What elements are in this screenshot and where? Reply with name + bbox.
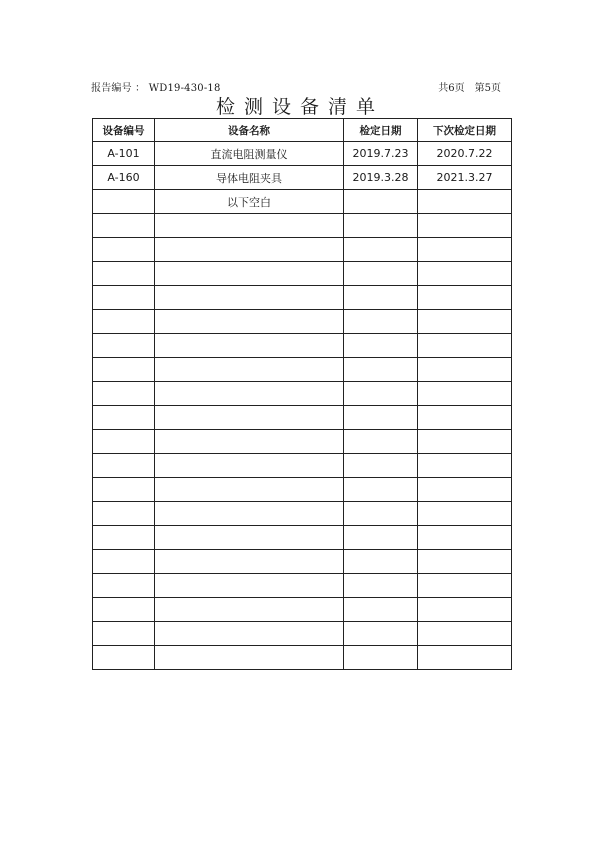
cell-calibration-date: [344, 382, 418, 406]
cell-equipment-id: [93, 598, 155, 622]
cell-next-calibration-date: [418, 214, 512, 238]
cell-calibration-date: [344, 190, 418, 214]
cell-next-calibration-date: 2021.3.27: [418, 166, 512, 190]
cell-equipment-name: [155, 526, 344, 550]
cell-equipment-id: [93, 262, 155, 286]
cell-equipment-id: [93, 358, 155, 382]
document-title: 检测设备清单: [215, 96, 384, 118]
cell-calibration-date: 2019.3.28: [344, 166, 418, 190]
cell-equipment-name: [155, 406, 344, 430]
cell-equipment-id: [93, 646, 155, 670]
header-equipment-id: 设备编号: [93, 119, 155, 142]
cell-equipment-name: [155, 478, 344, 502]
cell-equipment-id: A-160: [93, 166, 155, 190]
cell-equipment-name: [155, 214, 344, 238]
table-row: [93, 574, 512, 598]
cell-equipment-name: [155, 598, 344, 622]
cell-next-calibration-date: [418, 286, 512, 310]
table-row: [93, 454, 512, 478]
cell-equipment-id: [93, 190, 155, 214]
table-row: [93, 550, 512, 574]
cell-calibration-date: 2019.7.23: [344, 142, 418, 166]
cell-next-calibration-date: [418, 550, 512, 574]
cell-calibration-date: [344, 502, 418, 526]
cell-next-calibration-date: [418, 358, 512, 382]
cell-equipment-name: [155, 238, 344, 262]
cell-equipment-id: [93, 526, 155, 550]
cell-calibration-date: [344, 454, 418, 478]
table-row: [93, 262, 512, 286]
cell-equipment-id: [93, 310, 155, 334]
table-row: [93, 526, 512, 550]
cell-calibration-date: [344, 286, 418, 310]
cell-equipment-name: [155, 502, 344, 526]
cell-equipment-id: [93, 550, 155, 574]
cell-next-calibration-date: [418, 598, 512, 622]
cell-calibration-date: [344, 478, 418, 502]
cell-calibration-date: [344, 550, 418, 574]
cell-equipment-name: [155, 334, 344, 358]
cell-equipment-id: [93, 502, 155, 526]
cell-equipment-id: [93, 214, 155, 238]
table-row: [93, 334, 512, 358]
cell-equipment-name: 直流电阻测量仪: [155, 142, 344, 166]
table-row: [93, 598, 512, 622]
header-next-calibration-date: 下次检定日期: [418, 119, 512, 142]
cell-equipment-name: [155, 286, 344, 310]
cell-equipment-id: [93, 382, 155, 406]
header-calibration-date: 检定日期: [344, 119, 418, 142]
cell-calibration-date: [344, 622, 418, 646]
table-row: [93, 166, 512, 190]
cell-next-calibration-date: [418, 502, 512, 526]
cell-next-calibration-date: 2020.7.22: [418, 142, 512, 166]
cell-next-calibration-date: [418, 622, 512, 646]
report-number: 报告编号 ： WD19-430-18: [91, 83, 221, 94]
cell-equipment-id: [93, 454, 155, 478]
table-body: [93, 142, 512, 670]
cell-next-calibration-date: [418, 574, 512, 598]
cell-equipment-id: [93, 286, 155, 310]
table-row: [93, 190, 512, 214]
cell-equipment-name: [155, 454, 344, 478]
cell-next-calibration-date: [418, 646, 512, 670]
cell-next-calibration-date: [418, 382, 512, 406]
cell-equipment-id: [93, 574, 155, 598]
cell-calibration-date: [344, 262, 418, 286]
cell-equipment-name: 导体电阻夹具: [155, 166, 344, 190]
table-row: [93, 358, 512, 382]
table-row: [93, 502, 512, 526]
table-row: [93, 478, 512, 502]
cell-equipment-id: [93, 406, 155, 430]
cell-next-calibration-date: [418, 334, 512, 358]
cell-next-calibration-date: [418, 406, 512, 430]
cell-equipment-name: [155, 646, 344, 670]
cell-calibration-date: [344, 646, 418, 670]
cell-calibration-date: [344, 574, 418, 598]
cell-next-calibration-date: [418, 478, 512, 502]
cell-next-calibration-date: [418, 262, 512, 286]
cell-equipment-name: [155, 574, 344, 598]
cell-next-calibration-date: [418, 190, 512, 214]
equipment-table: [92, 118, 512, 670]
page-info: 共6页 第5页: [438, 83, 501, 94]
cell-next-calibration-date: [418, 526, 512, 550]
cell-calibration-date: [344, 334, 418, 358]
cell-calibration-date: [344, 430, 418, 454]
cell-next-calibration-date: [418, 430, 512, 454]
cell-calibration-date: [344, 214, 418, 238]
table-row: [93, 310, 512, 334]
cell-equipment-id: A-101: [93, 142, 155, 166]
cell-equipment-id: [93, 478, 155, 502]
table-header-row: [93, 119, 512, 142]
cell-equipment-name: [155, 430, 344, 454]
cell-equipment-name: 以下空白: [155, 190, 344, 214]
cell-equipment-name: [155, 262, 344, 286]
cell-calibration-date: [344, 598, 418, 622]
table-row: [93, 382, 512, 406]
cell-next-calibration-date: [418, 310, 512, 334]
table-row: [93, 406, 512, 430]
table-row: [93, 214, 512, 238]
table-row: [93, 646, 512, 670]
cell-equipment-id: [93, 430, 155, 454]
table-row: [93, 238, 512, 262]
cell-next-calibration-date: [418, 238, 512, 262]
cell-equipment-name: [155, 622, 344, 646]
cell-equipment-id: [93, 622, 155, 646]
cell-calibration-date: [344, 358, 418, 382]
table-row: [93, 622, 512, 646]
table-row: [93, 286, 512, 310]
cell-equipment-name: [155, 358, 344, 382]
cell-equipment-name: [155, 550, 344, 574]
cell-equipment-name: [155, 382, 344, 406]
cell-equipment-id: [93, 334, 155, 358]
table-row: [93, 430, 512, 454]
cell-calibration-date: [344, 406, 418, 430]
header-equipment-name: 设备名称: [155, 119, 344, 142]
cell-equipment-id: [93, 238, 155, 262]
table-row: [93, 142, 512, 166]
cell-next-calibration-date: [418, 454, 512, 478]
cell-calibration-date: [344, 310, 418, 334]
cell-calibration-date: [344, 238, 418, 262]
cell-calibration-date: [344, 526, 418, 550]
cell-equipment-name: [155, 310, 344, 334]
